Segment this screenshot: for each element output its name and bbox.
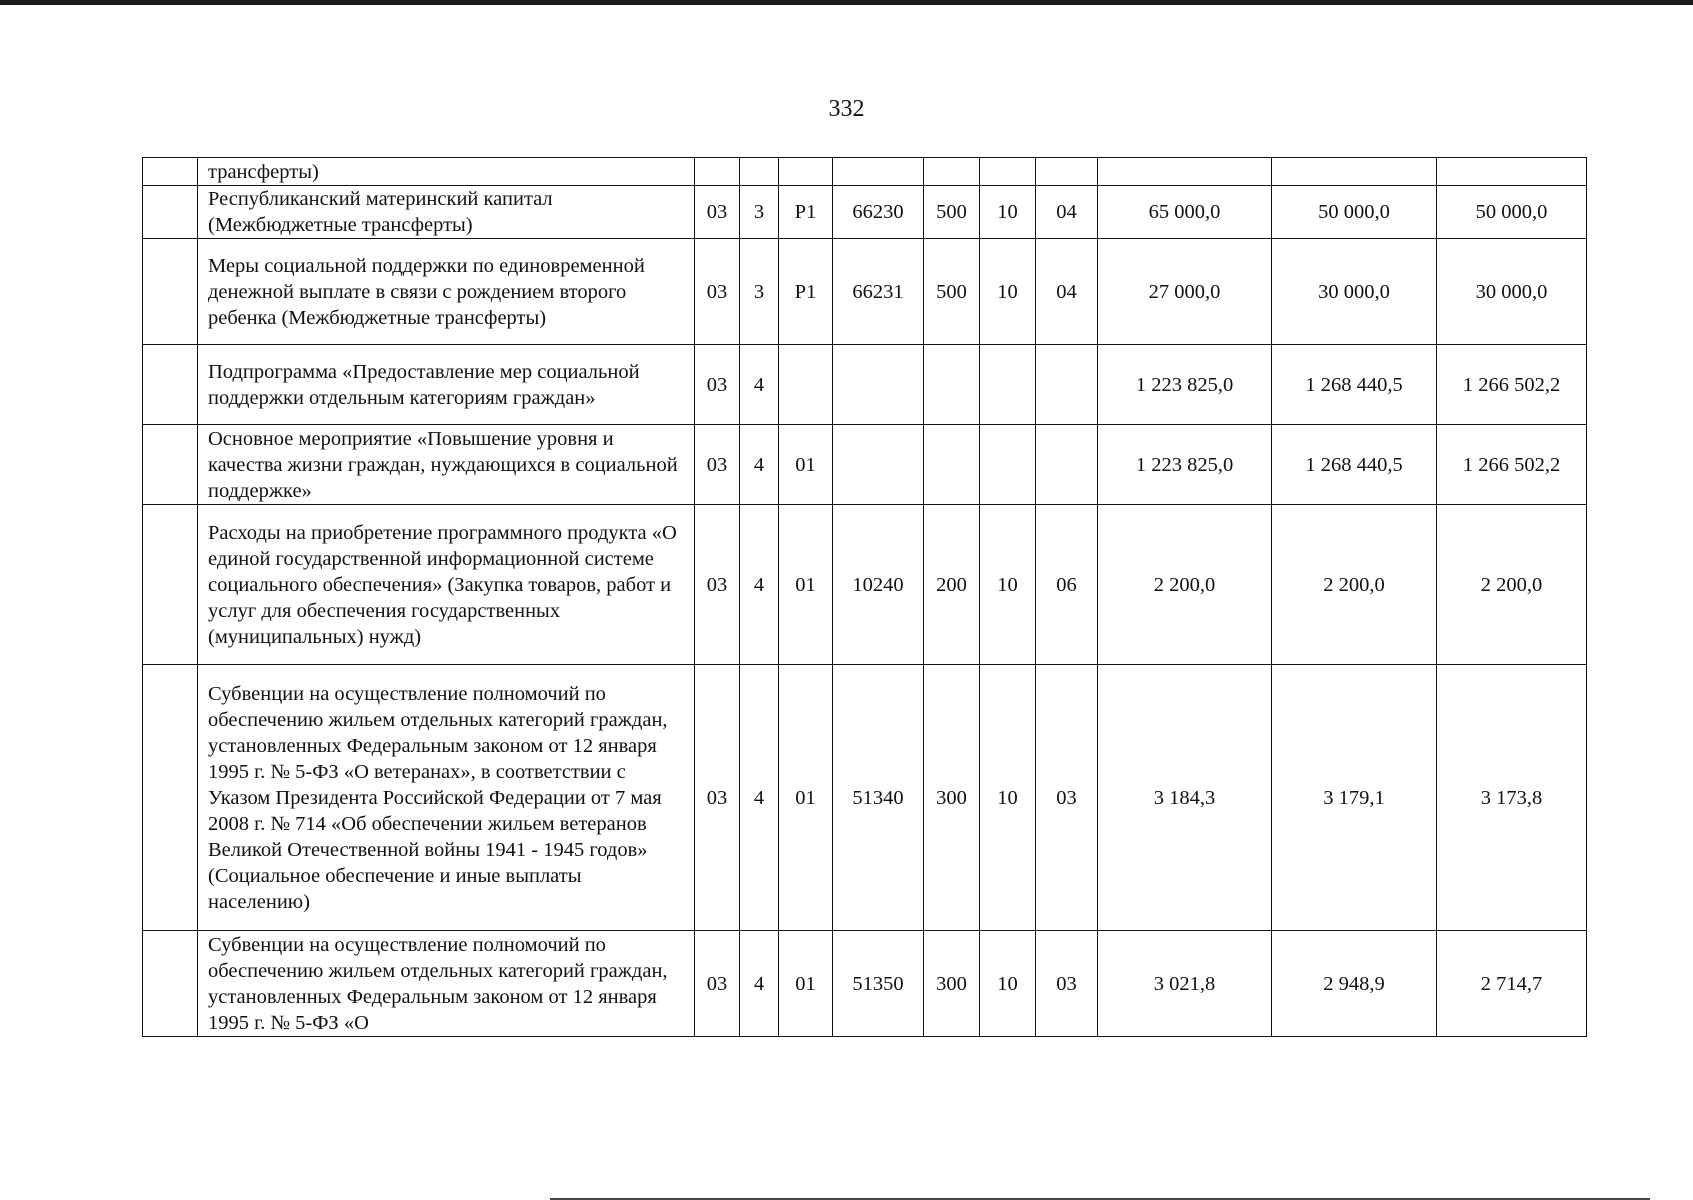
row-number-cell [143,345,198,425]
code-subsection [1036,345,1098,425]
code-subprogram: 4 [740,345,779,425]
code-program [695,158,740,186]
code-expense-type [924,425,980,505]
amount-year-2: 50 000,0 [1272,186,1437,239]
amount-year-3: 2 714,7 [1437,931,1587,1037]
amount-year-2 [1272,158,1437,186]
code-event: 01 [779,425,833,505]
code-subsection: 04 [1036,239,1098,345]
row-name: Субвенции на осуществление полномочий по обеспечению жильем отдельных категорий граждан, установленных Федеральным законом от 12 января 1995 г. № 5-ФЗ «О ветеранах», в соответствии с Указом Президента Российской Федерации от 7 мая 2008 г. № 714 «Об обеспечении жильем ветеранов Великой Отечественной войны 1941 - 1945 годов» (Социальное обеспечение и иные выплаты населению) [198,665,695,931]
code-expense-type: 300 [924,931,980,1037]
row-name: Подпрограмма «Предоставление мер социальной поддержки отдельным категориям граждан» [198,345,695,425]
amount-year-1: 1 223 825,0 [1098,425,1272,505]
table-row [143,186,1587,239]
code-section [980,425,1036,505]
code-program: 03 [695,239,740,345]
code-subsection: 03 [1036,665,1098,931]
amount-year-3: 3 173,8 [1437,665,1587,931]
code-direction [833,158,924,186]
code-expense-type [924,345,980,425]
row-number-cell [143,505,198,665]
code-subprogram: 4 [740,505,779,665]
code-subprogram: 3 [740,239,779,345]
budget-table [142,157,1587,1037]
amount-year-2: 1 268 440,5 [1272,425,1437,505]
code-event: 01 [779,505,833,665]
code-event [779,158,833,186]
code-expense-type: 200 [924,505,980,665]
page-number: 332 [828,96,865,122]
code-subsection [1036,158,1098,186]
code-expense-type [924,158,980,186]
row-name: Меры социальной поддержки по единовременной денежной выплате в связи с рождением второго ребенка (Межбюджетные трансферты) [198,239,695,345]
code-subprogram: 3 [740,186,779,239]
code-subsection: 04 [1036,186,1098,239]
code-section [980,158,1036,186]
table-row [143,425,1587,505]
code-expense-type: 500 [924,186,980,239]
code-event: Р1 [779,239,833,345]
code-subprogram: 4 [740,425,779,505]
amount-year-3: 1 266 502,2 [1437,345,1587,425]
code-program: 03 [695,345,740,425]
code-subsection: 06 [1036,505,1098,665]
code-subsection: 03 [1036,931,1098,1037]
table-row [143,158,1587,186]
code-program: 03 [695,186,740,239]
code-event: 01 [779,931,833,1037]
code-direction [833,425,924,505]
code-section: 10 [980,239,1036,345]
amount-year-1: 2 200,0 [1098,505,1272,665]
amount-year-1: 65 000,0 [1098,186,1272,239]
code-program: 03 [695,931,740,1037]
amount-year-3: 50 000,0 [1437,186,1587,239]
code-section [980,345,1036,425]
scan-top-border [0,0,1693,5]
row-number-cell [143,425,198,505]
code-subprogram: 4 [740,931,779,1037]
amount-year-3 [1437,158,1587,186]
table-row [143,665,1587,931]
amount-year-1: 3 021,8 [1098,931,1272,1037]
row-name: Основное мероприятие «Повышение уровня и качества жизни граждан, нуждающихся в социальной поддержке» [198,425,695,505]
amount-year-1: 3 184,3 [1098,665,1272,931]
row-name: трансферты) [198,158,695,186]
amount-year-2: 2 948,9 [1272,931,1437,1037]
code-direction [833,345,924,425]
amount-year-2: 30 000,0 [1272,239,1437,345]
row-number-cell [143,158,198,186]
code-program: 03 [695,505,740,665]
row-number-cell [143,186,198,239]
amount-year-2: 3 179,1 [1272,665,1437,931]
code-section: 10 [980,505,1036,665]
amount-year-3: 1 266 502,2 [1437,425,1587,505]
amount-year-1: 1 223 825,0 [1098,345,1272,425]
code-section: 10 [980,931,1036,1037]
code-direction: 66231 [833,239,924,345]
code-direction: 10240 [833,505,924,665]
row-number-cell [143,931,198,1037]
table-row [143,505,1587,665]
code-event: Р1 [779,186,833,239]
amount-year-3: 2 200,0 [1437,505,1587,665]
code-program: 03 [695,665,740,931]
code-direction: 51340 [833,665,924,931]
amount-year-2: 1 268 440,5 [1272,345,1437,425]
table-row [143,931,1587,1037]
row-number-cell [143,239,198,345]
code-program: 03 [695,425,740,505]
code-direction: 66230 [833,186,924,239]
table-row [143,239,1587,345]
code-subprogram [740,158,779,186]
amount-year-3: 30 000,0 [1437,239,1587,345]
amount-year-2: 2 200,0 [1272,505,1437,665]
code-section: 10 [980,186,1036,239]
code-expense-type: 300 [924,665,980,931]
code-subprogram: 4 [740,665,779,931]
table-row [143,345,1587,425]
code-section: 10 [980,665,1036,931]
row-name: Субвенции на осуществление полномочий по обеспечению жильем отдельных категорий граждан, установленных Федеральным законом от 12 января 1995 г. № 5-ФЗ «О [198,931,695,1037]
row-name: Расходы на приобретение программного продукта «О единой государственной информационной системе социального обеспечения» (Закупка товаров, работ и услуг для обеспечения государственных (муниципальных) нужд) [198,505,695,665]
code-event [779,345,833,425]
code-subsection [1036,425,1098,505]
code-expense-type: 500 [924,239,980,345]
row-number-cell [143,665,198,931]
row-name: Республиканский материнский капитал (Межбюджетные трансферты) [198,186,695,239]
code-event: 01 [779,665,833,931]
amount-year-1: 27 000,0 [1098,239,1272,345]
code-direction: 51350 [833,931,924,1037]
amount-year-1 [1098,158,1272,186]
